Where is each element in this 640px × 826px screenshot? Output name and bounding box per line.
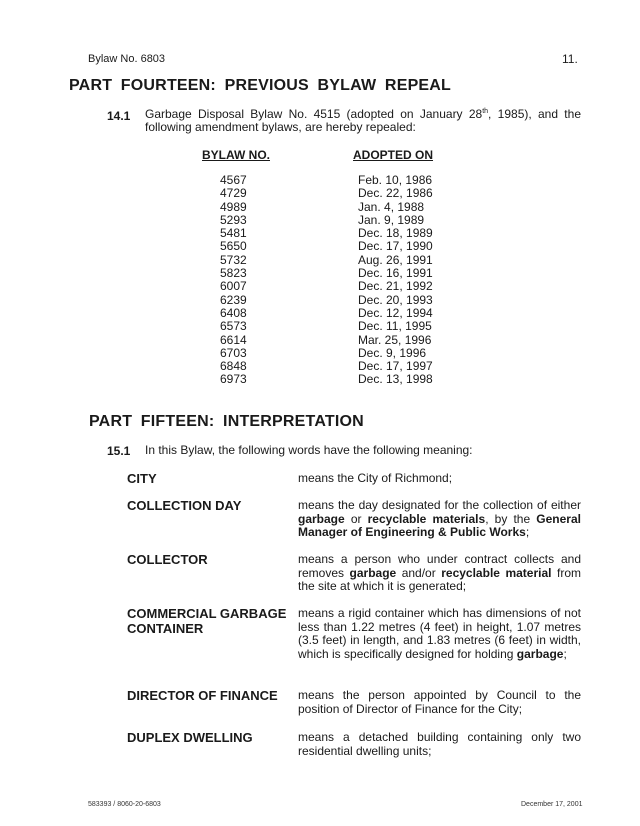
section-14-1-text-b: , 1985), and the following amendment bylaws, are hereby repealed: bbox=[145, 107, 581, 134]
definition-text-part: means the City of Richmond; bbox=[298, 471, 453, 485]
footer-date: December 17, 2001 bbox=[521, 801, 583, 808]
definition-text-part: means a detached building containing only two residential dwelling units; bbox=[298, 730, 581, 758]
defined-term-reference: garbage bbox=[516, 646, 564, 661]
table-cell-bylaw: 5481 bbox=[220, 226, 247, 241]
part-fifteen-heading: PART FIFTEEN: INTERPRETATION bbox=[89, 413, 364, 430]
definition-text-part: from the site at which it is generated; bbox=[298, 565, 581, 593]
definition-text-duplex-dwelling bbox=[298, 731, 581, 758]
table-cell-bylaw: 5650 bbox=[220, 239, 247, 254]
bylaw-number-column bbox=[220, 174, 247, 387]
definition-text-part: or bbox=[344, 511, 368, 526]
table-cell-bylaw: 5732 bbox=[220, 252, 247, 267]
section-14-1-text-a: Garbage Disposal Bylaw No. 4515 (adopted on January 28 bbox=[145, 107, 483, 121]
table-cell-date: Dec. 12, 1994 bbox=[358, 305, 433, 320]
definition-text-city bbox=[298, 472, 581, 486]
table-cell-bylaw: 6573 bbox=[220, 319, 247, 334]
footer-document-reference: 583393 / 8060-20-6803 bbox=[88, 801, 161, 808]
table-header-adopted-on: ADOPTED ON bbox=[353, 148, 434, 162]
defined-term-reference: recyclable materials bbox=[367, 511, 486, 526]
table-cell-date: Dec. 18, 1989 bbox=[358, 226, 433, 241]
table-cell-bylaw: 6973 bbox=[220, 372, 247, 387]
definition-term-city: CITY bbox=[127, 471, 157, 486]
table-cell-bylaw: 6614 bbox=[220, 332, 247, 347]
definition-text-part: means a rigid container which has dimensions of not less than 1.22 metres (4 feet) in height, 1.07 metres (3.5 feet) in length, and 1.83 metres (6 feet) in width, which is specifically designed for holding bbox=[298, 606, 581, 661]
table-cell-date: Jan. 4, 1988 bbox=[358, 199, 425, 214]
definition-text-commercial-garbage-container bbox=[298, 607, 581, 661]
part-fourteen-heading: PART FOURTEEN: PREVIOUS BYLAW REPEAL bbox=[69, 77, 452, 94]
defined-term-reference: General Manager of Engineering & Public Works bbox=[298, 511, 581, 539]
table-cell-date: Mar. 25, 1996 bbox=[358, 332, 432, 347]
defined-term-reference: garbage bbox=[298, 511, 345, 526]
table-cell-date: Dec. 20, 1993 bbox=[358, 292, 433, 307]
table-cell-bylaw: 5823 bbox=[220, 266, 247, 281]
table-cell-date: Dec. 11, 1995 bbox=[358, 319, 432, 334]
definition-term-duplex-dwelling: DUPLEX DWELLING bbox=[127, 730, 253, 745]
definition-term-collection-day: COLLECTION DAY bbox=[127, 498, 242, 513]
table-cell-bylaw: 6007 bbox=[220, 279, 247, 294]
definition-text-collection-day bbox=[298, 499, 581, 540]
table-cell-date: Dec. 17, 1990 bbox=[358, 239, 433, 254]
definition-text-part: and/or bbox=[396, 565, 442, 580]
definition-text-collector bbox=[298, 553, 581, 594]
table-cell-date: Aug. 26, 1991 bbox=[358, 252, 433, 267]
definition-text-part: means the person appointed by Council to the position of Director of Finance for the City; bbox=[298, 688, 581, 716]
table-cell-bylaw: 6408 bbox=[220, 305, 247, 320]
defined-term-reference: garbage bbox=[349, 565, 397, 580]
table-cell-bylaw: 5293 bbox=[220, 212, 247, 227]
table-cell-date: Feb. 10, 1986 bbox=[358, 173, 433, 187]
section-14-1-number: 14.1 bbox=[107, 109, 131, 123]
table-cell-bylaw: 4729 bbox=[220, 186, 247, 201]
table-header-bylaw-no: BYLAW NO. bbox=[202, 148, 270, 162]
ordinal-suffix: th bbox=[482, 108, 489, 115]
definition-term-collector: COLLECTOR bbox=[127, 552, 208, 567]
table-cell-date: Dec. 9, 1996 bbox=[358, 345, 427, 360]
table-cell-date: Dec. 16, 1991 bbox=[358, 266, 433, 281]
section-15-1-number: 15.1 bbox=[107, 444, 131, 458]
definition-text-part: , by the bbox=[485, 511, 537, 526]
table-cell-bylaw: 6239 bbox=[220, 292, 247, 307]
definition-text-part: ; bbox=[525, 525, 530, 539]
table-cell-bylaw: 4989 bbox=[220, 199, 247, 214]
table-cell-bylaw: 6848 bbox=[220, 359, 247, 374]
table-cell-date: Jan. 9, 1989 bbox=[358, 212, 425, 227]
table-cell-date: Dec. 17, 1997 bbox=[358, 359, 433, 374]
definition-term-director-of-finance: DIRECTOR OF FINANCE bbox=[127, 688, 278, 703]
table-cell-bylaw: 4567 bbox=[220, 173, 247, 187]
adopted-date-column bbox=[358, 174, 433, 387]
section-14-1-text bbox=[145, 108, 581, 134]
table-cell-date: Dec. 22, 1986 bbox=[358, 186, 433, 201]
definition-text-part: means the day designated for the collection of either bbox=[298, 498, 581, 512]
definition-term-commercial-garbage-container: COMMERCIAL GARBAGE CONTAINER bbox=[127, 606, 287, 636]
section-15-1-intro: In this Bylaw, the following words have the following meaning: bbox=[145, 443, 473, 457]
page-number: 11. bbox=[562, 52, 578, 66]
bylaw-reference: Bylaw No. 6803 bbox=[88, 53, 166, 65]
definition-text-director-of-finance bbox=[298, 689, 581, 716]
table-cell-date: Dec. 21, 1992 bbox=[358, 279, 433, 294]
defined-term-reference: recyclable material bbox=[441, 565, 552, 580]
table-cell-bylaw: 6703 bbox=[220, 345, 247, 360]
table-cell-date: Dec. 13, 1998 bbox=[358, 372, 433, 387]
definition-text-part: means a person who under contract collects and removes bbox=[298, 552, 581, 580]
definition-text-part: ; bbox=[563, 646, 567, 661]
